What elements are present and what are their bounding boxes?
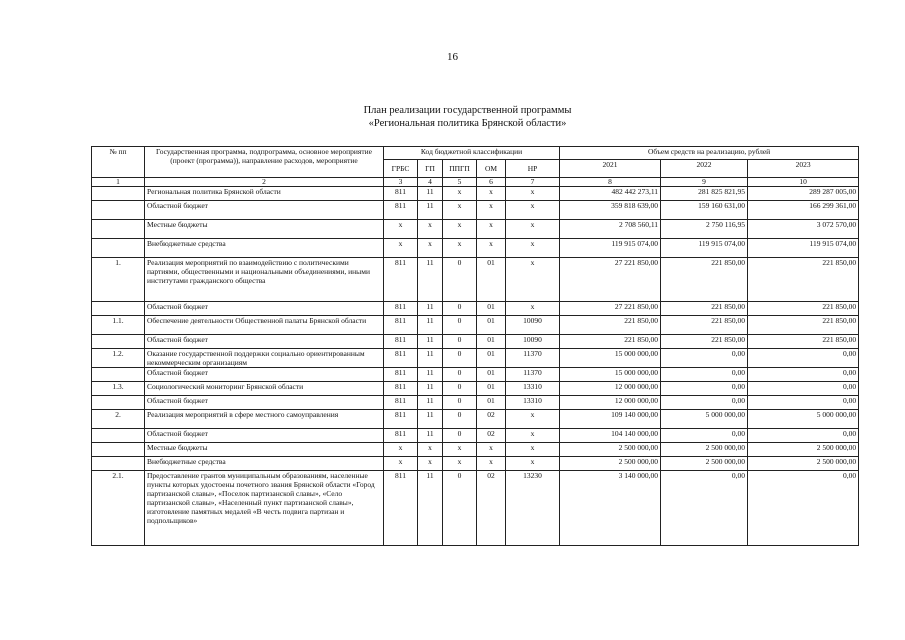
- row-om: 01: [477, 335, 506, 349]
- table-row: [92, 368, 859, 382]
- row-om: 01: [477, 368, 506, 382]
- page-number: 16: [447, 51, 458, 63]
- column-number: 8: [560, 178, 661, 187]
- header-budget-code: Код бюджетной классификации: [384, 147, 560, 160]
- row-ppgp: x: [443, 220, 477, 239]
- row-nr: 13310: [506, 382, 560, 396]
- row-grbs: 811: [384, 382, 418, 396]
- row-name: Социологический мониторинг Брянской области: [145, 382, 384, 396]
- row-number: [92, 239, 145, 258]
- row-ppgp: 0: [443, 382, 477, 396]
- row-2022: 119 915 074,00: [661, 239, 748, 258]
- row-2021: 109 140 000,00: [560, 410, 661, 429]
- row-nr: 13310: [506, 396, 560, 410]
- row-ppgp: x: [443, 443, 477, 457]
- row-2023: 166 299 361,00: [748, 201, 859, 220]
- column-number: 9: [661, 178, 748, 187]
- table-row: [92, 220, 859, 239]
- column-number: 7: [506, 178, 560, 187]
- row-ppgp: x: [443, 201, 477, 220]
- table-row: [92, 443, 859, 457]
- row-2022: 0,00: [661, 396, 748, 410]
- row-name: Внебюджетные средства: [145, 239, 384, 258]
- row-number: 2.1.: [92, 471, 145, 546]
- row-om: x: [477, 443, 506, 457]
- row-2022: 0,00: [661, 429, 748, 443]
- row-name: Реализация мероприятий по взаимодействию с политическими партиями, общественными и национальными объединениями, иными институтами гражданского общества: [145, 258, 384, 302]
- row-nr: x: [506, 457, 560, 471]
- row-om: x: [477, 187, 506, 201]
- table-row: [92, 316, 859, 335]
- row-ppgp: 0: [443, 396, 477, 410]
- table-body: [92, 187, 859, 546]
- row-2022: 0,00: [661, 368, 748, 382]
- row-name: Реализация мероприятий в сфере местного самоуправления: [145, 410, 384, 429]
- row-gp: 11: [418, 429, 443, 443]
- row-gp: 11: [418, 396, 443, 410]
- row-number: [92, 429, 145, 443]
- row-2021: 104 140 000,00: [560, 429, 661, 443]
- row-2022: 2 750 116,95: [661, 220, 748, 239]
- row-gp: 11: [418, 349, 443, 368]
- row-2023: 221 850,00: [748, 302, 859, 316]
- table-row: [92, 302, 859, 316]
- row-nr: x: [506, 187, 560, 201]
- row-grbs: 811: [384, 368, 418, 382]
- table-row: [92, 457, 859, 471]
- row-grbs: x: [384, 457, 418, 471]
- row-grbs: 811: [384, 410, 418, 429]
- row-2023: 0,00: [748, 471, 859, 546]
- row-nr: 10090: [506, 335, 560, 349]
- table-row: [92, 396, 859, 410]
- row-ppgp: x: [443, 187, 477, 201]
- row-name: Предоставление грантов муниципальным образованиям, населенные пункты которых удостоены почетного звания Брянской области «Город партизанской славы», «Поселок партизанской славы», «Село партизанской славы», «Населенный пункт партизанской славы», изготовление памятных медалей «В честь подвига партизан и подпольщиков»: [145, 471, 384, 546]
- row-2021: 119 915 074,00: [560, 239, 661, 258]
- row-2022: 281 825 821,95: [661, 187, 748, 201]
- row-gp: 11: [418, 410, 443, 429]
- table-row: [92, 258, 859, 302]
- row-2022: 0,00: [661, 471, 748, 546]
- row-gp: 11: [418, 471, 443, 546]
- header-2022: 2022: [661, 160, 748, 178]
- row-2023: 221 850,00: [748, 335, 859, 349]
- row-number: [92, 396, 145, 410]
- row-2021: 359 818 639,00: [560, 201, 661, 220]
- row-number: 1.3.: [92, 382, 145, 396]
- row-om: 01: [477, 349, 506, 368]
- row-name: Областной бюджет: [145, 396, 384, 410]
- row-2021: 3 140 000,00: [560, 471, 661, 546]
- row-2023: 0,00: [748, 396, 859, 410]
- header-name: Государственная программа, подпрограмма, основное мероприятие (проект (программа)), направление расходов, мероприятие: [145, 147, 384, 178]
- row-2021: 2 500 000,00: [560, 443, 661, 457]
- row-number: 1.: [92, 258, 145, 302]
- row-2021: 12 000 000,00: [560, 382, 661, 396]
- row-ppgp: 0: [443, 258, 477, 302]
- row-grbs: 811: [384, 258, 418, 302]
- row-gp: x: [418, 239, 443, 258]
- row-2021: 2 500 000,00: [560, 457, 661, 471]
- row-gp: 11: [418, 382, 443, 396]
- row-grbs: 811: [384, 471, 418, 546]
- row-number: 1.2.: [92, 349, 145, 368]
- row-2022: 2 500 000,00: [661, 457, 748, 471]
- row-number: [92, 443, 145, 457]
- row-2022: 221 850,00: [661, 335, 748, 349]
- row-om: x: [477, 201, 506, 220]
- table-row: [92, 429, 859, 443]
- header-ppgp: ППГП: [443, 160, 477, 178]
- row-2023: 221 850,00: [748, 258, 859, 302]
- row-2022: 0,00: [661, 382, 748, 396]
- row-2022: 221 850,00: [661, 302, 748, 316]
- row-grbs: x: [384, 239, 418, 258]
- row-name: Местные бюджеты: [145, 443, 384, 457]
- row-om: 01: [477, 316, 506, 335]
- row-nr: 11370: [506, 349, 560, 368]
- row-om: x: [477, 220, 506, 239]
- document-title: [0, 104, 905, 130]
- row-nr: x: [506, 302, 560, 316]
- row-ppgp: x: [443, 457, 477, 471]
- row-number: [92, 220, 145, 239]
- row-ppgp: 0: [443, 302, 477, 316]
- row-number: [92, 187, 145, 201]
- row-om: x: [477, 239, 506, 258]
- row-nr: x: [506, 239, 560, 258]
- row-2022: 2 500 000,00: [661, 443, 748, 457]
- row-name: Областной бюджет: [145, 335, 384, 349]
- row-gp: x: [418, 443, 443, 457]
- row-nr: x: [506, 201, 560, 220]
- row-nr: x: [506, 220, 560, 239]
- row-om: 01: [477, 382, 506, 396]
- row-2022: 5 000 000,00: [661, 410, 748, 429]
- row-nr: 13230: [506, 471, 560, 546]
- row-name: Внебюджетные средства: [145, 457, 384, 471]
- row-2023: 3 072 570,00: [748, 220, 859, 239]
- row-gp: 11: [418, 316, 443, 335]
- row-2021: 221 850,00: [560, 335, 661, 349]
- row-2021: 2 708 560,11: [560, 220, 661, 239]
- column-number: 2: [145, 178, 384, 187]
- row-2023: 0,00: [748, 382, 859, 396]
- column-number: 5: [443, 178, 477, 187]
- row-grbs: 811: [384, 201, 418, 220]
- row-ppgp: 0: [443, 429, 477, 443]
- row-number: [92, 368, 145, 382]
- row-ppgp: 0: [443, 316, 477, 335]
- column-number: 3: [384, 178, 418, 187]
- row-2021: 15 000 000,00: [560, 349, 661, 368]
- row-name: Региональная политика Брянской области: [145, 187, 384, 201]
- column-number-row: [92, 178, 859, 187]
- row-ppgp: 0: [443, 335, 477, 349]
- row-om: 02: [477, 471, 506, 546]
- row-gp: x: [418, 220, 443, 239]
- row-om: 02: [477, 429, 506, 443]
- row-grbs: 811: [384, 396, 418, 410]
- row-gp: 11: [418, 258, 443, 302]
- header-nr: НР: [506, 160, 560, 178]
- header-funding: Объем средств на реализацию, рублей: [560, 147, 859, 160]
- row-2022: 221 850,00: [661, 258, 748, 302]
- row-om: x: [477, 457, 506, 471]
- row-name: Областной бюджет: [145, 201, 384, 220]
- row-nr: x: [506, 410, 560, 429]
- row-number: 1.1.: [92, 316, 145, 335]
- table-row: [92, 471, 859, 546]
- table-row: [92, 239, 859, 258]
- row-grbs: x: [384, 443, 418, 457]
- row-2021: 27 221 850,00: [560, 302, 661, 316]
- row-number: [92, 201, 145, 220]
- row-grbs: x: [384, 220, 418, 239]
- header-gp: ГП: [418, 160, 443, 178]
- row-name: Местные бюджеты: [145, 220, 384, 239]
- column-number: 6: [477, 178, 506, 187]
- row-gp: 11: [418, 335, 443, 349]
- title-line-1: План реализации государственной программы: [363, 105, 572, 116]
- row-gp: 11: [418, 368, 443, 382]
- row-om: 01: [477, 396, 506, 410]
- table-row: [92, 410, 859, 429]
- row-ppgp: 0: [443, 410, 477, 429]
- row-om: 02: [477, 410, 506, 429]
- row-2021: 12 000 000,00: [560, 396, 661, 410]
- row-name: Оказание государственной поддержки социально ориентированным некоммерческим организациям: [145, 349, 384, 368]
- header-2023: 2023: [748, 160, 859, 178]
- row-number: [92, 302, 145, 316]
- row-2021: 482 442 273,11: [560, 187, 661, 201]
- header-grbs: ГРБС: [384, 160, 418, 178]
- row-name: Областной бюджет: [145, 302, 384, 316]
- row-2023: 0,00: [748, 429, 859, 443]
- table-row: [92, 335, 859, 349]
- table-row: [92, 187, 859, 201]
- row-nr: x: [506, 429, 560, 443]
- budget-plan-table: [91, 146, 859, 546]
- row-gp: 11: [418, 302, 443, 316]
- column-number: 4: [418, 178, 443, 187]
- row-grbs: 811: [384, 429, 418, 443]
- row-gp: x: [418, 457, 443, 471]
- row-ppgp: 0: [443, 471, 477, 546]
- table-row: [92, 201, 859, 220]
- row-2021: 221 850,00: [560, 316, 661, 335]
- row-2023: 0,00: [748, 349, 859, 368]
- row-2021: 15 000 000,00: [560, 368, 661, 382]
- row-nr: x: [506, 258, 560, 302]
- row-nr: 11370: [506, 368, 560, 382]
- row-2023: 5 000 000,00: [748, 410, 859, 429]
- row-gp: 11: [418, 187, 443, 201]
- row-gp: 11: [418, 201, 443, 220]
- row-number: [92, 457, 145, 471]
- row-2023: 2 500 000,00: [748, 443, 859, 457]
- row-grbs: 811: [384, 302, 418, 316]
- row-number: [92, 335, 145, 349]
- row-2021: 27 221 850,00: [560, 258, 661, 302]
- row-2023: 221 850,00: [748, 316, 859, 335]
- row-2023: 0,00: [748, 368, 859, 382]
- row-2023: 119 915 074,00: [748, 239, 859, 258]
- row-number: 2.: [92, 410, 145, 429]
- table-row: [92, 349, 859, 368]
- column-number: 10: [748, 178, 859, 187]
- row-nr: x: [506, 443, 560, 457]
- row-grbs: 811: [384, 349, 418, 368]
- row-2023: 289 287 005,00: [748, 187, 859, 201]
- row-om: 01: [477, 302, 506, 316]
- row-2022: 0,00: [661, 349, 748, 368]
- header-om: ОМ: [477, 160, 506, 178]
- row-2023: 2 500 000,00: [748, 457, 859, 471]
- row-2022: 221 850,00: [661, 316, 748, 335]
- row-ppgp: x: [443, 239, 477, 258]
- header-num: № пп: [92, 147, 145, 178]
- row-grbs: 811: [384, 316, 418, 335]
- row-nr: 10090: [506, 316, 560, 335]
- title-line-2: «Региональная политика Брянской области»: [368, 118, 567, 129]
- row-grbs: 811: [384, 335, 418, 349]
- row-ppgp: 0: [443, 368, 477, 382]
- column-number: 1: [92, 178, 145, 187]
- row-om: 01: [477, 258, 506, 302]
- row-grbs: 811: [384, 187, 418, 201]
- row-name: Областной бюджет: [145, 429, 384, 443]
- table-row: [92, 382, 859, 396]
- row-name: Обеспечение деятельности Общественной палаты Брянской области: [145, 316, 384, 335]
- row-name: Областной бюджет: [145, 368, 384, 382]
- row-ppgp: 0: [443, 349, 477, 368]
- row-2022: 159 160 631,00: [661, 201, 748, 220]
- header-2021: 2021: [560, 160, 661, 178]
